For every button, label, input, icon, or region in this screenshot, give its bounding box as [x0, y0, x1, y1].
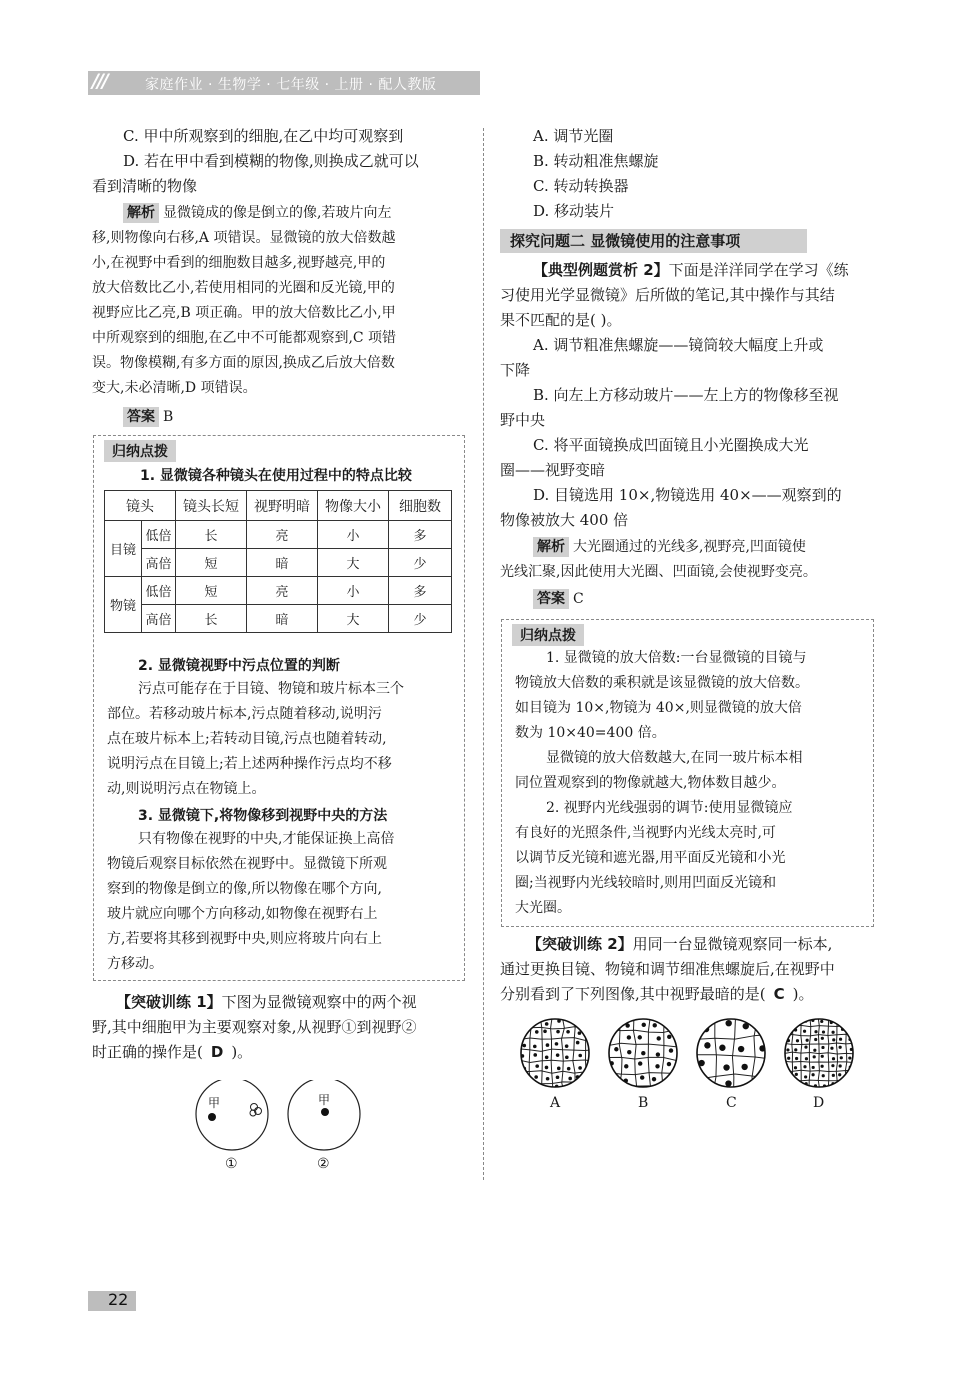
- cell-nucleus: [738, 1046, 744, 1052]
- cell-nucleus: [814, 1038, 817, 1041]
- example-2-analysis: [500, 535, 878, 612]
- cell-nucleus: [822, 1030, 825, 1033]
- cell-wall: [540, 1017, 542, 1094]
- cell-wall: [519, 1038, 596, 1041]
- answer-value: B: [163, 409, 174, 425]
- cell-nucleus: [839, 1038, 842, 1041]
- cell-nucleus: [795, 1082, 798, 1085]
- practice-1-tag: 【突破训练 1】: [116, 993, 222, 1011]
- cell-nucleus: [565, 1055, 569, 1059]
- cell-nucleus: [813, 1049, 816, 1052]
- cell-nucleus: [576, 1086, 580, 1090]
- table-header: 镜头: [105, 491, 176, 521]
- cell-nucleus: [839, 1064, 842, 1067]
- cell-nucleus: [702, 1085, 708, 1091]
- cell-wall: [783, 1016, 864, 1018]
- analysis-line: 变大,未必清晰,D 项错误。: [92, 380, 257, 396]
- cell-views-figure: [515, 1015, 865, 1095]
- cell-nucleus: [806, 1039, 809, 1042]
- cell-nucleus: [545, 1022, 549, 1026]
- cell-wall: [607, 1015, 691, 1018]
- summary-heading-1: 1. 显微镜各种镜头在使用过程中的特点比较: [140, 468, 412, 484]
- cell-nucleus: [525, 1076, 529, 1080]
- cell-wall: [519, 1060, 596, 1062]
- table-cell: 小: [318, 521, 389, 549]
- cell-nucleus: [652, 1077, 656, 1081]
- cell-wall: [607, 1057, 691, 1060]
- cell-nucleus: [804, 1046, 807, 1049]
- cell-nucleus: [795, 1057, 798, 1060]
- table-group-label: 目镜: [105, 521, 142, 577]
- option: D. 移动装片: [533, 202, 615, 220]
- analysis-line: 中所观察到的细胞,在乙中不可能都观察到,C 项错: [92, 330, 397, 346]
- header-slashes: ///: [92, 70, 107, 92]
- table-cell: 小: [318, 577, 389, 605]
- example-2-option: A. 调节粗准焦螺旋——镜筒较大幅度上升或: [533, 336, 824, 354]
- table-cell: 短: [176, 577, 247, 605]
- analysis-tag: 解析: [123, 203, 159, 223]
- para-line: 说明污点在目镜上;若上述两种操作污点均不移: [107, 756, 392, 772]
- table-cell: 长: [176, 521, 247, 549]
- para-line: 部位。若移动玻片标本,污点随着移动,说明污: [107, 706, 382, 722]
- cell-nucleus: [535, 1064, 539, 1068]
- practice-1-answer: D: [210, 1043, 224, 1061]
- cell-nucleus: [821, 1055, 824, 1058]
- cell-nucleus: [786, 1048, 789, 1051]
- cell-wall: [800, 1017, 802, 1095]
- cell-wall: [818, 1017, 819, 1095]
- cell-wall: [519, 1082, 596, 1084]
- section-heading: 探究问题二 显微镜使用的注意事项: [500, 229, 807, 253]
- cell-nucleus: [794, 1066, 797, 1069]
- cell-wall: [845, 1017, 847, 1095]
- cell-nucleus: [719, 1045, 725, 1051]
- para-line: 点在玻片标本上;若转动目镜,污点也随着转动,: [107, 731, 387, 747]
- cell-wall: [782, 1017, 784, 1095]
- cell-nucleus: [576, 1041, 580, 1045]
- cell-nucleus: [557, 1067, 561, 1071]
- cell-wall: [519, 1016, 596, 1018]
- analysis-line: 误。物像模糊,有多方面的原因,换成乙后放大倍数: [92, 355, 395, 371]
- cell-nucleus: [533, 1045, 537, 1049]
- practice-2-tag: 【突破训练 2】: [527, 935, 633, 953]
- cell-nucleus: [568, 1077, 572, 1081]
- cell-wall: [792, 1017, 793, 1095]
- cell-nucleus: [667, 1035, 671, 1039]
- lens-comparison-table: [104, 490, 452, 633]
- cell-nucleus: [723, 1064, 729, 1070]
- cell-nucleus: [803, 1030, 806, 1033]
- cell-nucleus: [578, 1066, 582, 1070]
- column-divider: [483, 128, 484, 1180]
- cell-nucleus: [786, 1072, 789, 1075]
- cell-nucleus: [804, 1075, 807, 1078]
- fig1-caption: ①: [225, 1156, 238, 1172]
- cell-nucleus: [657, 1036, 661, 1040]
- cell-nucleus: [522, 1031, 526, 1035]
- cell-nucleus: [534, 1075, 538, 1079]
- practice-1-text: 下图为显微镜观察中的两个视: [221, 993, 417, 1011]
- cell-nucleus: [813, 1055, 816, 1058]
- cell-nucleus: [838, 1073, 841, 1076]
- cell-nucleus: [556, 1075, 560, 1079]
- cell-nucleus: [805, 1057, 808, 1060]
- cell-nucleus: [811, 1073, 814, 1076]
- cell-nucleus: [848, 1082, 851, 1085]
- cell-nucleus: [803, 1065, 806, 1068]
- para-line: 只有物像在视野的中央,才能保证换上高倍: [138, 831, 395, 847]
- option: B. 转动粗准焦螺旋: [533, 152, 659, 170]
- example-2-option: 野中央: [500, 411, 546, 429]
- view-caption: D: [813, 1095, 825, 1111]
- cell-nucleus: [556, 1030, 560, 1034]
- cell-nucleus: [627, 1035, 631, 1039]
- cell-wall: [605, 1017, 608, 1095]
- practice-1-text: )。: [231, 1043, 253, 1061]
- cell-wall: [783, 1079, 864, 1081]
- cell-nucleus: [821, 1037, 824, 1040]
- cell-view-b: [605, 1015, 691, 1095]
- cell-nucleus: [523, 1085, 527, 1089]
- cell-view-d: [782, 1016, 864, 1095]
- option-d-line1: D. 若在甲中看到模糊的物像,则换成乙就可以: [123, 152, 419, 170]
- example-2-text: 果不匹配的是( )。: [500, 311, 622, 329]
- table-cell: 低倍: [142, 577, 176, 605]
- header-title: 家庭作业 · 生物学 · 七年级 · 上册 · 配人教版: [145, 77, 437, 93]
- para-line: 数为 10×40=400 倍。: [515, 725, 666, 741]
- cell-nucleus: [638, 1061, 642, 1065]
- view-caption: C: [726, 1095, 737, 1111]
- example-2-option: B. 向左上方移动玻片——左上方的物像移至视: [533, 386, 839, 404]
- cell-nucleus: [587, 1020, 591, 1024]
- summary-heading-3: 3. 显微镜下,将物像移到视野中央的方法: [138, 808, 388, 824]
- cell-nucleus: [725, 1080, 731, 1086]
- table-cell: 暗: [247, 549, 318, 577]
- para-line: 如目镜为 10×,物镜为 40×,则显微镜的放大倍: [515, 700, 802, 716]
- example-2-option: D. 目镜选用 10×,物镜选用 40×——观察到的: [533, 486, 842, 504]
- cell-nucleus: [832, 1057, 835, 1060]
- cell-wall: [828, 1017, 829, 1095]
- example-2-text: 习使用光学显微镜》后所做的笔记,其中操作与其结: [500, 286, 835, 304]
- summary-box-right-text: [515, 646, 865, 921]
- cell-wall: [662, 1017, 665, 1095]
- practice-1-text: 野,其中细胞甲为主要观察对象,从视野①到视野②: [92, 1018, 417, 1036]
- cell-nucleus: [655, 1064, 659, 1068]
- table-cell: 高倍: [142, 549, 176, 577]
- cell-nucleus: [532, 1019, 536, 1023]
- cell-nucleus: [763, 1084, 769, 1090]
- example-2-option: 物像被放大 400 倍: [500, 511, 629, 529]
- cell-nucleus: [849, 1075, 852, 1078]
- cell-nucleus: [545, 1055, 549, 1059]
- summary-box-title: 归纳点拨: [104, 440, 176, 462]
- cell-nucleus: [565, 1044, 569, 1048]
- cell-nucleus: [614, 1024, 618, 1028]
- para-line: 显微镜的放大倍数越大,在同一玻片标本相: [546, 750, 803, 766]
- practice-2: [500, 932, 880, 1007]
- cell-nucleus: [543, 1030, 547, 1034]
- analysis-tag: 解析: [533, 537, 569, 557]
- analysis-block: [92, 201, 468, 430]
- cell-wall: [783, 1070, 864, 1071]
- cell-nucleus: [821, 1065, 824, 1068]
- summary-para-2: [107, 677, 457, 802]
- practice-2-answer: C: [773, 985, 785, 1003]
- table-header: 细胞数: [389, 491, 452, 521]
- cell-nucleus: [640, 1075, 644, 1079]
- cell-nucleus: [822, 1074, 825, 1077]
- cell-nucleus: [556, 1053, 560, 1057]
- cell-nucleus: [638, 1035, 642, 1039]
- view-caption: B: [638, 1095, 649, 1111]
- cell-nucleus: [669, 1048, 673, 1052]
- table-cell: 低倍: [142, 521, 176, 549]
- cell-nucleus: [653, 1023, 657, 1027]
- cell-nucleus: [820, 1020, 823, 1023]
- cell-nucleus: [763, 1067, 769, 1073]
- table-row: [105, 577, 452, 605]
- cell-nucleus: [627, 1050, 631, 1054]
- cell-nucleus: [587, 1087, 591, 1091]
- practice-2-text: 用同一台显微镜观察同一标本,: [632, 935, 833, 953]
- summary-para-3: [107, 827, 457, 977]
- table-cell: 多: [389, 521, 452, 549]
- cell-nucleus: [578, 1054, 582, 1058]
- cell-nucleus: [795, 1021, 798, 1024]
- cell-nucleus: [533, 1053, 537, 1057]
- cell-nucleus: [849, 1030, 852, 1033]
- answer-tag: 答案: [123, 407, 159, 427]
- analysis-line: 大光圈通过的光线多,视野亮,凹面镜使: [573, 539, 806, 555]
- cell-wall: [633, 1017, 636, 1095]
- cell-nucleus: [567, 1067, 571, 1071]
- cell-nucleus: [667, 1078, 671, 1082]
- table-header: 镜头长短: [176, 491, 247, 521]
- cell-nucleus: [577, 1021, 581, 1025]
- table-cell: 暗: [247, 605, 318, 633]
- practice-2-text: 分别看到了下列图像,其中视野最暗的是(: [500, 985, 766, 1003]
- para-line: 以调节反光镜和遮光器,用平面反光镜和小光: [515, 850, 786, 866]
- cell-nucleus: [832, 1031, 835, 1034]
- cell-jia-dot: [321, 1108, 329, 1116]
- table-cell: 长: [176, 605, 247, 633]
- table-cell: 短: [176, 549, 247, 577]
- cell-nucleus: [795, 1073, 798, 1076]
- cell-view-c: [692, 1016, 775, 1095]
- cell-nucleus: [840, 1056, 843, 1059]
- cell-nucleus: [656, 1052, 660, 1056]
- table-cell: 亮: [247, 577, 318, 605]
- option: A. 调节光圈: [533, 127, 614, 145]
- cell-nucleus: [641, 1051, 645, 1055]
- cell-nucleus: [794, 1048, 797, 1051]
- cell-nucleus: [785, 1083, 788, 1086]
- example-2-tag: 【典型例题赏析 2】: [533, 261, 669, 279]
- analysis-line: 小,在视野中看到的细胞数目越多,视野越亮,甲的: [92, 255, 386, 271]
- cell-nucleus: [848, 1020, 851, 1023]
- option-c: C. 甲中所观察到的细胞,在乙中均可观察到: [123, 127, 404, 145]
- cell-nucleus: [739, 1086, 745, 1092]
- right-options: [500, 124, 880, 224]
- cell-nucleus: [555, 1042, 559, 1046]
- example-2-text: 下面是洋洋同学在学习《练: [668, 261, 849, 279]
- analysis-line: 移,则物像向右移,A 项错误。显微镜的放大倍数越: [92, 230, 396, 246]
- cell-nucleus: [840, 1021, 843, 1024]
- cell-nucleus: [589, 1078, 593, 1082]
- table-cell: 高倍: [142, 605, 176, 633]
- table-group-label: 物镜: [105, 577, 142, 633]
- table-row: [105, 549, 452, 577]
- cell-nucleus: [534, 1085, 538, 1089]
- option: C. 转动转换器: [533, 177, 629, 195]
- para-line: 物镜后观察目标依然在视野中。显微镜下所观: [107, 856, 387, 872]
- analysis-line: 视野应比乙亮,B 项正确。甲的放大倍数比乙小,甲: [92, 305, 396, 321]
- cell-wall: [783, 1088, 864, 1090]
- table-cell: 少: [389, 549, 452, 577]
- cell-nucleus: [787, 1029, 790, 1032]
- para-line: 物镜放大倍数的乘积就是该显微镜的放大倍数。: [515, 675, 809, 691]
- cell-nucleus: [612, 1077, 616, 1081]
- practice-2-text: )。: [792, 985, 814, 1003]
- practice-2-text: 通过更换目镜、物镜和调节细准焦螺旋后,在视野中: [500, 960, 835, 978]
- view-caption: A: [550, 1095, 561, 1111]
- cell-wall: [584, 1017, 587, 1094]
- para-line: 污点可能存在于目镜、物镜和玻片标本三个: [138, 681, 404, 697]
- cell-nucleus: [796, 1039, 799, 1042]
- answer-tag: 答案: [533, 589, 569, 609]
- para-line: 察到的物像是倒立的像,所以物像在哪个方向,: [107, 881, 382, 897]
- analysis-line: 放大倍数比乙小,若使用相同的光圈和反光镜,甲的: [92, 280, 395, 296]
- example-2-option: C. 将平面镜换成凹面镜且小光圈换成大光: [533, 436, 809, 454]
- cell-nucleus: [587, 1033, 591, 1037]
- answer-value: C: [573, 591, 584, 607]
- cell-nucleus: [566, 1030, 570, 1034]
- cell-wall: [648, 1017, 650, 1095]
- cell-nucleus: [786, 1021, 789, 1024]
- para-line: 大光圈。: [515, 900, 571, 916]
- cell-nucleus: [588, 1063, 592, 1067]
- para-line: 圈;当视野内光线较暗时,则用凹面反光镜和: [515, 875, 777, 891]
- cell-nucleus: [614, 1047, 618, 1051]
- table-cell: 多: [389, 577, 452, 605]
- cell-nucleus: [521, 1019, 525, 1023]
- cell-nucleus: [642, 1023, 646, 1027]
- cell-nucleus: [787, 1057, 790, 1060]
- cell-wall: [519, 1049, 596, 1052]
- cell-nucleus: [848, 1056, 851, 1059]
- table-row: [105, 521, 452, 549]
- small-cell: [251, 1104, 258, 1111]
- cell-nucleus: [839, 1046, 842, 1049]
- cell-nucleus: [830, 1047, 833, 1050]
- para-line: 玻片就应向哪个方向移动,如物像在视野右上: [107, 906, 378, 922]
- practice-1: [92, 990, 472, 1065]
- practice-1-text: 时正确的操作是(: [92, 1043, 203, 1061]
- para-line: 方,若要将其移到视野中央,则应将玻片向右上: [107, 931, 382, 947]
- cell-nucleus: [812, 1066, 815, 1069]
- para-line: 1. 显微镜的放大倍数:一台显微镜的目镜与: [546, 650, 807, 666]
- example-2-option: 下降: [500, 361, 531, 379]
- para-line: 动,则说明污点在物镜上。: [107, 781, 266, 797]
- cell-nucleus: [569, 1087, 573, 1091]
- example-2-option: 圈——视野变暗: [500, 461, 606, 479]
- cell-nucleus: [546, 1077, 550, 1081]
- cell-nucleus: [741, 1064, 747, 1070]
- para-line: 同位置观察到的物像就越大,物体数目越少。: [515, 775, 786, 791]
- para-line: 有良好的光照条件,当视野内光线太亮时,可: [515, 825, 776, 841]
- table-cell: 大: [318, 605, 389, 633]
- cell-wall: [836, 1017, 838, 1095]
- cell-nucleus: [831, 1064, 834, 1067]
- cell-nucleus: [590, 1054, 594, 1058]
- cell-wall: [854, 1017, 856, 1095]
- cell-nucleus: [725, 1020, 731, 1026]
- cell-wall: [809, 1017, 811, 1095]
- table-header: 视野明暗: [247, 491, 318, 521]
- summary-box-title: 归纳点拨: [512, 624, 584, 646]
- cell-wall: [783, 1034, 864, 1036]
- cell-nucleus: [814, 1030, 817, 1033]
- table-cell: 少: [389, 605, 452, 633]
- cell-wall: [518, 1017, 521, 1094]
- cell-wall: [695, 1055, 775, 1060]
- cell-nucleus: [832, 1038, 835, 1041]
- table-header: 物像大小: [318, 491, 389, 521]
- cell-nucleus: [839, 1083, 842, 1086]
- cell-wall: [783, 1052, 864, 1054]
- option-d-line2: 看到清晰的物像: [92, 177, 198, 195]
- cell-nucleus: [821, 1046, 824, 1049]
- table-cell: 大: [318, 549, 389, 577]
- fig1-label-jia: 甲: [318, 1093, 331, 1107]
- cell-nucleus: [535, 1030, 539, 1034]
- table-cell: 亮: [247, 521, 318, 549]
- cell-nucleus: [667, 1062, 671, 1066]
- cell-nucleus: [759, 1027, 765, 1033]
- summary-heading-2: 2. 显微镜视野中污点位置的判断: [138, 658, 340, 674]
- cell-nucleus: [546, 1043, 550, 1047]
- cell-view-a: [518, 1016, 596, 1094]
- cell-nucleus: [704, 1042, 710, 1048]
- analysis-line: 显微镜成的像是倒立的像,若玻片向左: [163, 205, 392, 221]
- cell-nucleus: [545, 1066, 549, 1070]
- example-2: [500, 258, 878, 533]
- analysis-line: 光线汇聚,因此使用大光圈、凹面镜,会使视野变亮。: [500, 564, 817, 580]
- cell-nucleus: [832, 1074, 835, 1077]
- fig1-label-jia: 甲: [208, 1096, 221, 1110]
- table-row: [105, 605, 452, 633]
- cell-nucleus: [543, 1087, 547, 1091]
- left-column: [92, 124, 472, 199]
- para-line: 2. 视野内光线强弱的调节:使用显微镜应: [546, 800, 793, 816]
- cell-nucleus: [624, 1064, 628, 1068]
- page-number: 22: [108, 1290, 129, 1309]
- field-circle-1: [196, 1080, 268, 1150]
- cell-nucleus: [522, 1044, 526, 1048]
- fig1-caption: ②: [317, 1156, 330, 1172]
- cell-jia-dot: [208, 1113, 216, 1121]
- para-line: 方移动。: [107, 956, 163, 972]
- cell-wall: [783, 1025, 864, 1026]
